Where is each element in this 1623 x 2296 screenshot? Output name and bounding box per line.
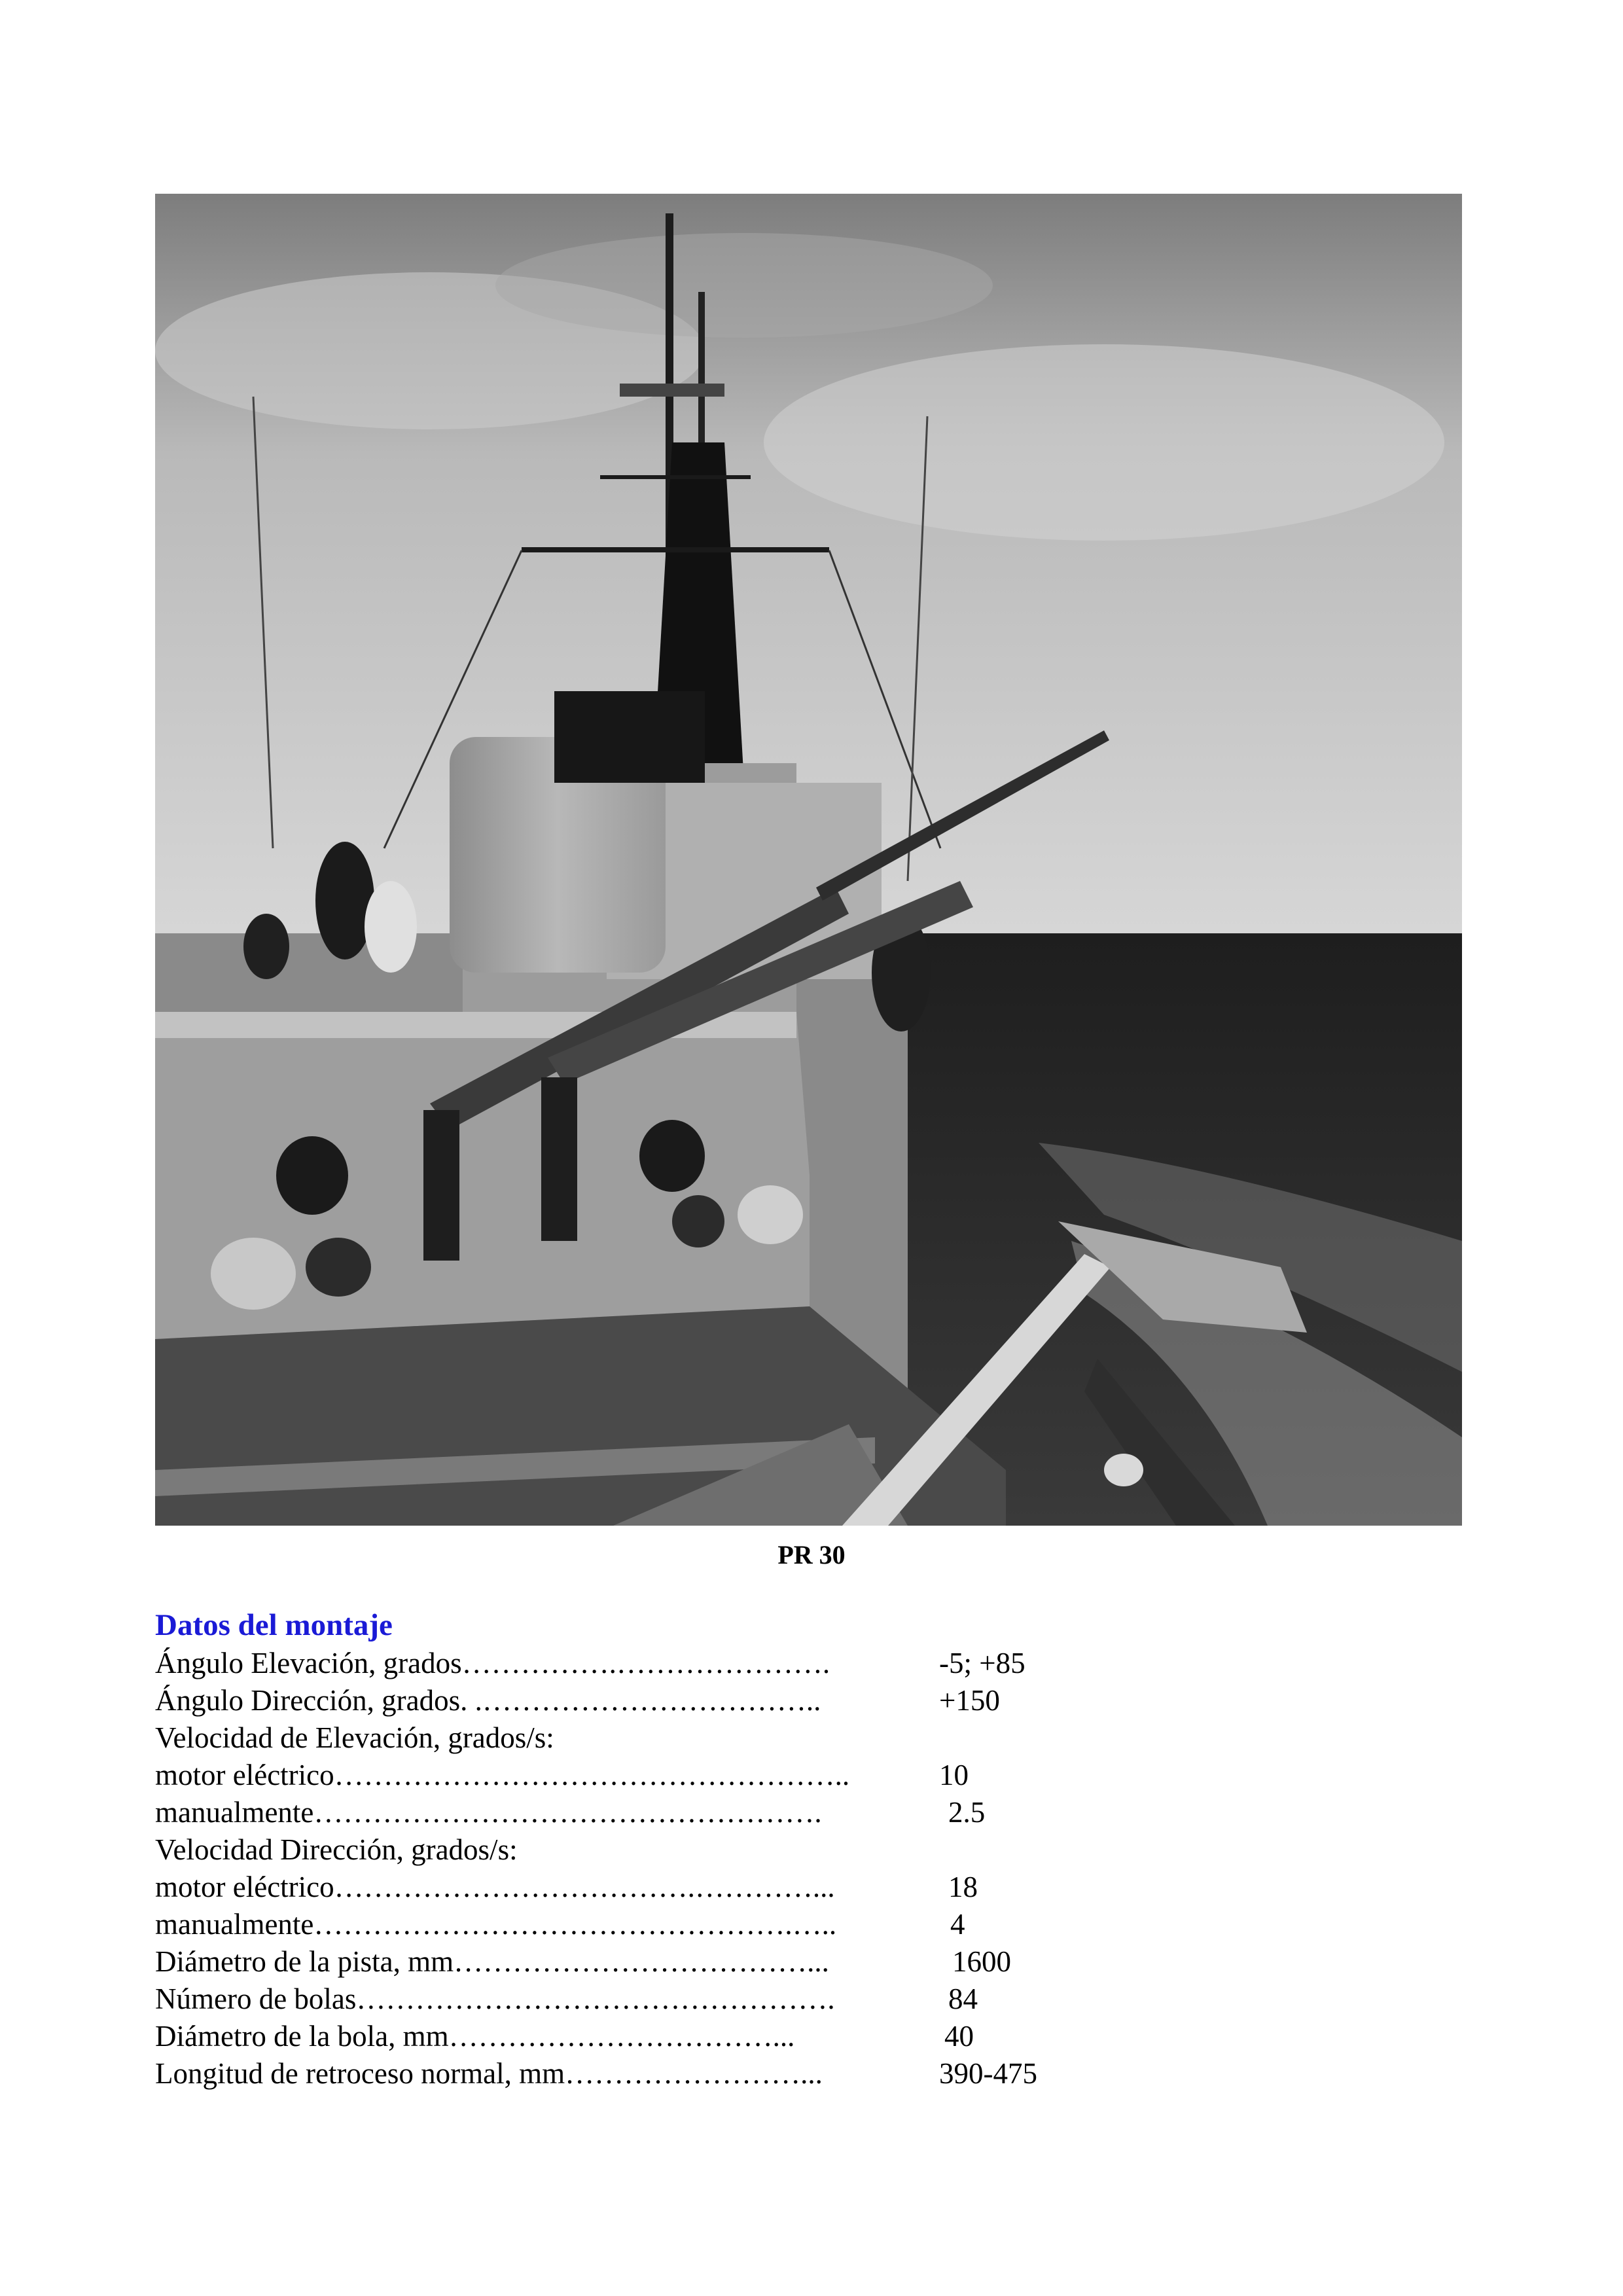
spec-row: [155, 1831, 1137, 1869]
spec-row: [155, 1943, 1137, 1981]
ship-photo-drawing: [155, 194, 1462, 1526]
spec-label: Diámetro de la bola, mm……………………………...: [155, 2020, 795, 2053]
spec-label: Velocidad Dirección, grados/s:: [155, 1833, 518, 1866]
spec-row: [155, 1756, 1137, 1794]
spec-value: 10: [939, 1759, 969, 1791]
spec-row: [155, 1868, 1137, 1906]
spec-row: [155, 1793, 1137, 1831]
spec-label: Ángulo Dirección, grados. .……………………………..: [155, 1684, 821, 1717]
spec-value: 84: [948, 1982, 978, 2015]
spec-row: [155, 1719, 1137, 1757]
spec-label: Diámetro de la pista, mm………………………………...: [155, 1945, 829, 1978]
spec-label: motor eléctrico……………………………….…………...: [155, 1871, 835, 1903]
spec-value: 1600: [952, 1945, 1011, 1978]
spec-label: manualmente…………………………………………….: [155, 1796, 822, 1829]
spec-row: [155, 1644, 1137, 1682]
spec-value: -5; +85: [939, 1647, 1026, 1679]
spec-label: Longitud de retroceso normal, mm……………………...: [155, 2057, 823, 2090]
spec-row: [155, 2054, 1137, 2092]
spec-value: 4: [950, 1908, 965, 1941]
spec-value: +150: [939, 1684, 1000, 1717]
ship-photo: [155, 194, 1462, 1526]
spec-value: 40: [944, 2020, 974, 2053]
spec-label: Ángulo Elevación, grados…………….………………….: [155, 1647, 830, 1679]
section-heading: Datos del montaje: [155, 1608, 393, 1642]
spec-row: [155, 1905, 1137, 1943]
spec-row: [155, 2017, 1137, 2055]
spec-row: [155, 1980, 1137, 2018]
spec-row: [155, 1681, 1137, 1719]
spec-value: 390-475: [939, 2057, 1037, 2090]
spec-value: 2.5: [948, 1796, 986, 1829]
photo-caption: PR 30: [777, 1540, 846, 1570]
spec-label: manualmente………………………………………….…..: [155, 1908, 837, 1941]
spec-value: 18: [948, 1871, 978, 1903]
spec-label: motor eléctrico……………………………………………..: [155, 1759, 850, 1791]
spec-label: Velocidad de Elevación, grados/s:: [155, 1721, 554, 1754]
spec-label: Número de bolas………………………………………….: [155, 1982, 835, 2015]
